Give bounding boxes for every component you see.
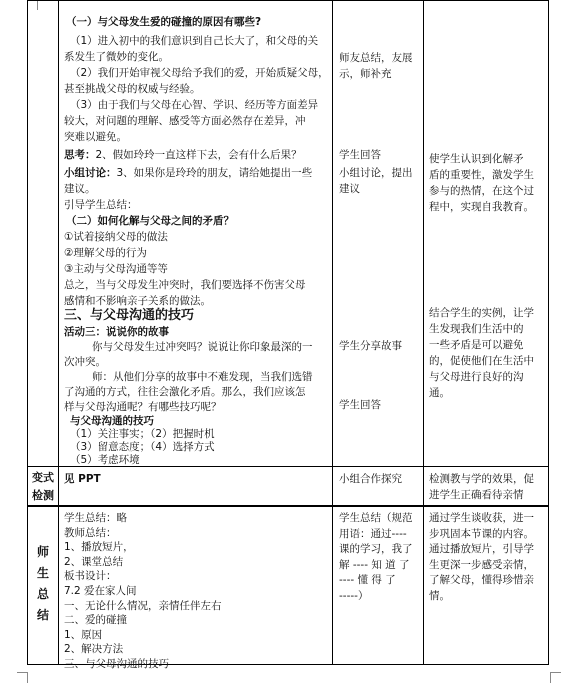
teacher-remark: 师：从他们分享的故事中不难发现，当我们选错: [92, 371, 313, 383]
section3-heading: 三、与父母沟通的技巧: [64, 308, 195, 323]
summary-intent-line: 了解父母，懂得珍惜亲: [429, 574, 534, 586]
summary-student-line: 用语：通过----: [339, 527, 407, 540]
table-border: [58, 0, 59, 665]
table-border: [332, 0, 333, 665]
summary-side-label: [28, 542, 58, 626]
summary-line: 三、与父母沟通的技巧: [64, 657, 169, 670]
intent-2d: 的，促使他们在生活中: [429, 355, 534, 367]
summary-line: 教师总结：: [64, 526, 117, 539]
story-prompt-cont: 次冲突。: [64, 356, 106, 368]
table-border: [548, 0, 549, 665]
method-2: ②理解父母的行为: [64, 247, 147, 259]
summary-line: 一、无论什么情况，亲情任伴左右: [64, 599, 222, 612]
summary-intent-line: 步巩固本节课的内容。: [429, 527, 534, 540]
summary-line: 2、解决方法: [64, 643, 124, 656]
summary-student-line: -----）: [339, 589, 369, 602]
section2-heading: （二）如何化解与父母之间的矛盾？: [66, 215, 234, 227]
think-text: 2、假如玲玲一直这样下去，会有什么后果？: [95, 149, 302, 161]
summary-student-line: 课的学习，我了: [339, 543, 413, 555]
student-activity-1: 师友总结，友展: [339, 52, 413, 64]
table-border: [27, 0, 549, 1]
reason-3-cont: 较大，对问题的理解、感受等方面必然存在差异，冲: [64, 115, 306, 127]
student-answer: 学生回答: [339, 399, 381, 411]
section1-heading: （一）与父母发生爱的碰撞的原因有哪些?: [66, 16, 262, 28]
teacher-remark-end: 样与父母沟通呢？有哪些技巧呢？: [64, 401, 222, 413]
student-activity-1-cont: 示，师补充: [339, 68, 392, 80]
crop-mark: [550, 672, 561, 683]
crop-mark: [27, 0, 38, 10]
skills-line-1: （1）关注事实；（2）把握时机: [70, 428, 215, 440]
reason-2-cont: 甚至挑战父母的权威与经验。: [64, 83, 201, 95]
summary-student-line: 学生总结（规范: [339, 512, 413, 524]
variation-intent: 检测教与学的效果，促: [429, 473, 534, 485]
summary-intent-line: 情。: [429, 589, 450, 602]
think-question: [64, 148, 302, 164]
intent-2b: 生发现我们生活中的: [429, 323, 524, 335]
student-answer-think: 学生回答: [339, 149, 381, 161]
summary-student-line: 解 ---- 知 道 了: [339, 558, 410, 571]
summary-side-char: 结: [36, 608, 49, 622]
intent-2e: 与父母进行良好的沟: [429, 371, 524, 383]
intent-1c: 参与的热情，在这个过: [429, 185, 534, 197]
summary-side-char: 生: [36, 566, 49, 580]
summary-line: 1、播放短片，: [64, 541, 134, 554]
skills-heading: 与父母沟通的技巧: [70, 415, 154, 427]
reason-3-end: 突难以避免。: [64, 131, 127, 143]
table-border: [27, 466, 549, 467]
summary-line: 学生总结：略: [64, 512, 127, 524]
intent-1d: 程中，实现自我教育。: [429, 201, 534, 213]
student-group: 小组讨论，提出: [339, 167, 413, 179]
group-discussion: [64, 166, 312, 182]
variation-label-2: 检测: [32, 489, 54, 502]
summary-line: 2、课堂总结: [64, 555, 124, 568]
summary-line: 7.2 爱在家人间: [64, 584, 137, 597]
method-1: ①试着接纳父母的做法: [64, 231, 168, 243]
skills-line-2: （3）留意态度；（4）选择方式: [70, 441, 215, 453]
method-3: ③主动与父母沟通等等: [64, 263, 168, 275]
intent-1: 使学生认识到化解矛: [429, 153, 524, 165]
table-border: [27, 505, 549, 507]
variation-student: 小组合作探究: [339, 473, 402, 485]
summary-intent-line: 生更深一步感受亲情，: [429, 558, 534, 571]
guide-text: 引导学生总结：: [64, 199, 138, 211]
student-group-cont: 建议: [339, 183, 360, 195]
activity-three: 活动三：说说你的故事: [64, 326, 169, 338]
group-text-cont: 建议。: [64, 183, 96, 195]
variation-content: 见 PPT: [64, 473, 101, 485]
summary-student: [339, 511, 413, 604]
group-label: 小组讨论：: [64, 167, 117, 179]
summary-side-char: 师: [36, 545, 49, 559]
table-border: [423, 0, 424, 665]
intent-2c: 一些矛盾是可以避免: [429, 339, 524, 351]
student-share: 学生分享故事: [339, 340, 402, 352]
teacher-remark-cont: 了沟通的方式，往往会激化矛盾。那么，我们应该怎: [64, 386, 306, 398]
summary-lines: [64, 511, 222, 672]
section2-summary-cont: 感情和不影响亲子关系的做法。: [64, 295, 211, 307]
think-label: 思考：: [64, 149, 96, 161]
variation-label-1: 变式: [32, 471, 54, 484]
intent-2f: 通。: [429, 387, 450, 399]
summary-intent-line: 通过学生谈收获，进一: [429, 512, 534, 524]
group-text: 3、如果你是玲玲的朋友，请给她提出一些: [116, 167, 313, 179]
reason-1: （1）进入初中的我们意识到自己长大了，和父母的关: [70, 35, 319, 47]
crop-mark: [17, 672, 28, 683]
reason-1-cont: 系发生了微妙的变化。: [64, 51, 169, 63]
variation-label: [28, 469, 58, 505]
section2-summary: 总之，当与父母发生冲突时，我们要选择不伤害父母: [64, 279, 306, 291]
crop-mark: [548, 0, 559, 10]
story-prompt: 你与父母发生过冲突吗？说说让你印象最深的一: [92, 341, 313, 353]
summary-line: 二、爱的碰撞: [64, 614, 127, 627]
summary-line: 板书设计：: [64, 570, 117, 583]
variation-intent-cont: 进学生正确看待亲情: [429, 489, 524, 501]
summary-side-char: 总: [36, 587, 49, 601]
intent-2: 结合学生的实例，让学: [429, 307, 534, 319]
summary-intent-line: 通过播放短片，引导学: [429, 543, 534, 555]
skills-line-3: （5）考虑环境: [70, 454, 140, 466]
summary-line: 1、原因: [64, 628, 103, 641]
reason-3: （3）由于我们与父母在心智、学识、经历等方面差异: [70, 99, 319, 111]
summary-student-line: ---- 懂 得 了: [339, 574, 396, 586]
summary-intent: [429, 511, 534, 604]
reason-2: （2）我们开始审视父母给予我们的爱，开始质疑父母，: [70, 67, 329, 79]
intent-1b: 盾的重要性，激发学生: [429, 169, 534, 181]
